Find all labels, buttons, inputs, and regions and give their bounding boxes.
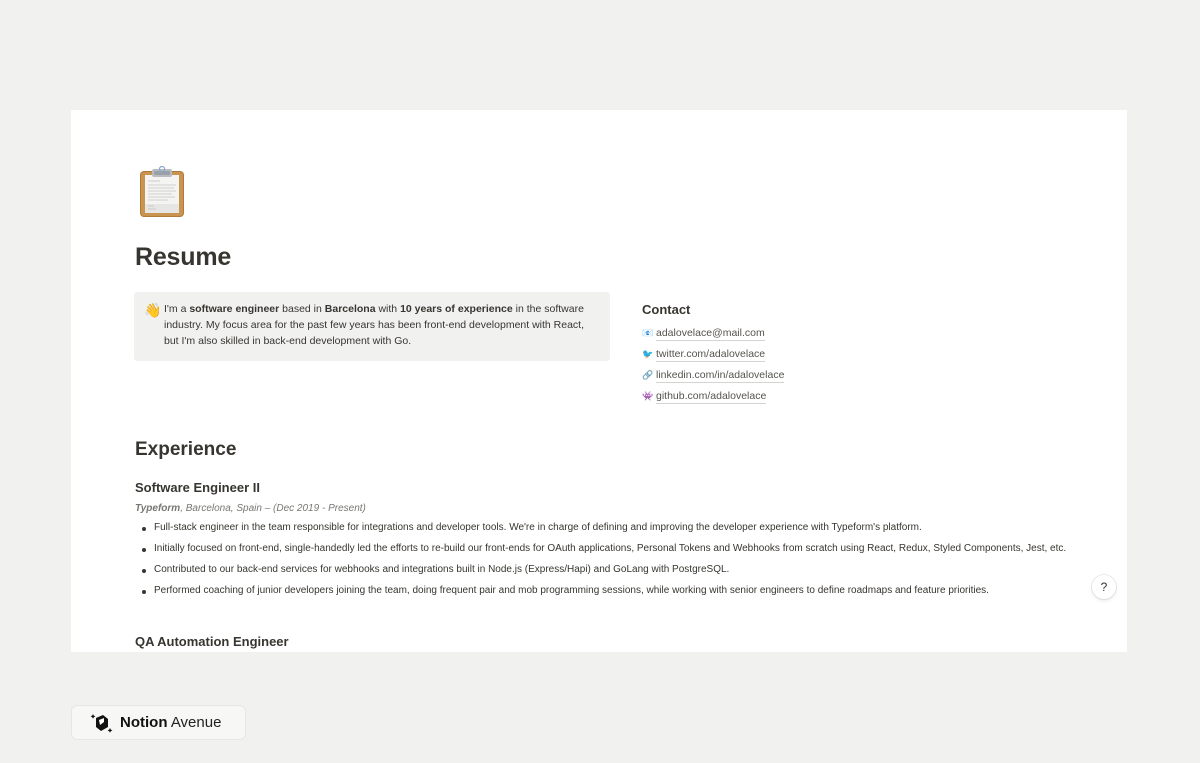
intro-callout xyxy=(134,292,610,361)
contact-linkedin xyxy=(642,365,784,386)
help-button[interactable]: ? xyxy=(1092,575,1116,599)
intro-text: I'm a software engineer based in Barcelona with 10 years of experience in the software industry. My focus area for the past few years has been front-end development with React, but I'm also skilled in back-end development with Go. xyxy=(164,303,585,347)
page-title: Resume xyxy=(135,243,232,271)
job-meta: Typeform, Barcelona, Spain – (Dec 2019 - Present) xyxy=(135,503,366,514)
contact-github xyxy=(642,386,784,407)
twitter-icon: 🐦 xyxy=(642,349,654,359)
contact-heading: Contact xyxy=(642,302,691,317)
job-title: QA Automation Engineer xyxy=(135,634,289,649)
notion-avenue-logo-icon xyxy=(90,711,114,735)
list-item: Initially focused on front-end, single-handedly led the efforts to re-build our front-ends for OAuth applications, Personal Tokens and Webhooks from scratch using React, Redux, Styled Components, Jest, etc. xyxy=(135,541,1075,557)
contact-email xyxy=(642,323,784,344)
contact-section xyxy=(642,302,784,407)
email-link[interactable]: adalovelace@mail.com xyxy=(656,326,765,339)
resume-page xyxy=(71,110,1127,652)
job-title: Software Engineer II xyxy=(135,480,260,495)
twitter-link[interactable]: twitter.com/adalovelace xyxy=(656,347,766,360)
list-item: Performed coaching of junior developers joining the team, doing frequent pair and mob programming sessions, while working with senior engineers to define roadmaps and feature priorities. xyxy=(135,583,1075,599)
job-entry xyxy=(135,480,1075,604)
job-bullets xyxy=(135,520,1075,599)
brand-name: Notion Avenue xyxy=(120,714,222,731)
github-icon: 👾 xyxy=(642,391,654,401)
email-icon: 📧 xyxy=(642,328,654,338)
job-entry xyxy=(135,634,289,649)
linkedin-link[interactable]: linkedin.com/in/adalovelace xyxy=(656,368,785,381)
github-link[interactable]: github.com/adalovelace xyxy=(656,389,767,402)
clipboard-icon[interactable] xyxy=(138,166,186,218)
list-item: Full-stack engineer in the team responsible for integrations and developer tools. We're in charge of defining and improving the developer experience with Typeform's platform. xyxy=(135,520,1075,536)
notion-avenue-badge[interactable] xyxy=(71,705,246,740)
list-item: Contributed to our back-end services for webhooks and integrations built in Node.js (Express/Hapi) and GoLang with PostgreSQL. xyxy=(135,562,1075,578)
waving-hand-icon: 👋 xyxy=(144,302,162,318)
experience-heading: Experience xyxy=(135,439,237,460)
link-icon: 🔗 xyxy=(642,370,654,380)
contact-twitter xyxy=(642,344,784,365)
